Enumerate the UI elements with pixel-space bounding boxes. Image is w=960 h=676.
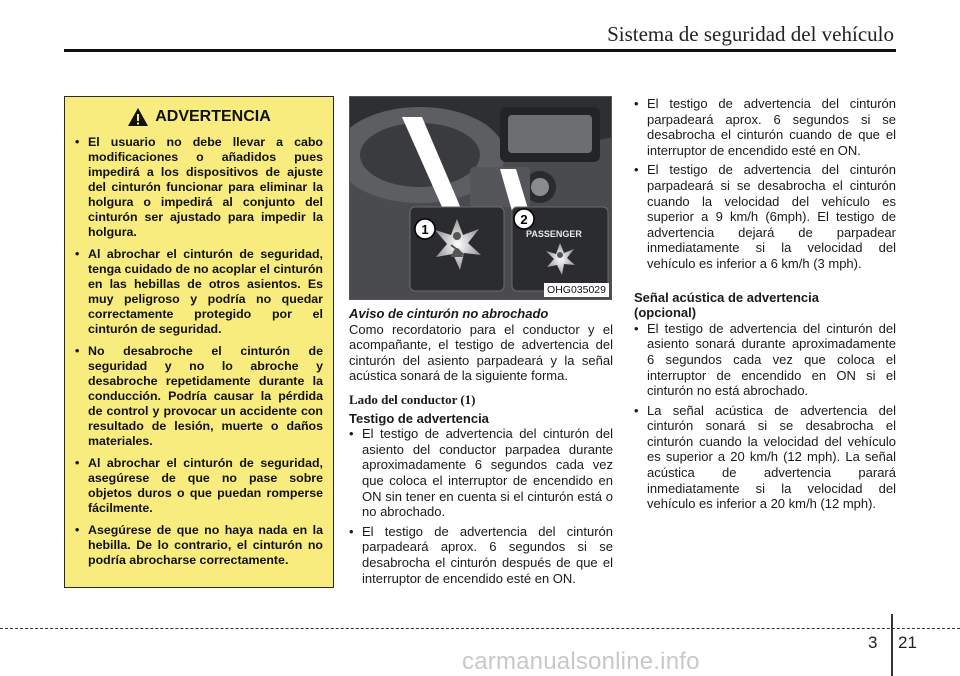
list-item: • El testigo de advertencia del cinturón parpadeará aprox. 6 segundos si se desabrocha el cinturón después de que el interruptor de encendido esté en ON. [349, 524, 613, 586]
driver-side-heading: Lado del conductor (1) [349, 391, 476, 407]
sound-heading-optional: (opcional) [634, 305, 697, 321]
intro-paragraph: Como recordatorio para el conductor y el acompañante, el testigo de advertencia del cinturón del asiento parpadeará y la señal acústica sonará de la siguiente forma. [349, 321, 613, 384]
column-middle [349, 306, 613, 590]
warning-item: • No desabroche el cinturón de seguridad y no lo abroche y desabroche repetidamente durante la conducción. Podría causar la pérdida de control y provocar un accidente con resultado de lesión, muerte o daños materiales. [75, 344, 323, 449]
warning-title [75, 107, 323, 127]
sound-list [634, 321, 896, 512]
indicator-list-continued [634, 96, 896, 272]
column-right [634, 96, 896, 516]
indicator-heading: Testigo de advertencia [349, 410, 489, 426]
footer-rule [0, 628, 960, 629]
warning-box [64, 96, 334, 588]
spacer [634, 276, 896, 290]
seatbelt-indicator-photo [349, 96, 612, 300]
warning-item: • El usuario no debe llevar a cabo modificaciones o añadidos pues impedirá a los dispositivos de ajuste del cinturón funcionar para eliminar la holgura o impedirá al conjunto del cinturón ser ajustado para impedir la holgura. [75, 135, 323, 240]
header-rule [64, 49, 896, 52]
warning-triangle-icon [127, 107, 149, 127]
passenger-label: PASSENGER [526, 229, 582, 239]
list-item: • El testigo de advertencia del cinturón del asiento del conductor parpadea durante aproximadamente 6 segundos cada vez que coloca el interruptor de encendido en ON sin tener en cuenta si el cinturón está o no abrochado. [349, 426, 613, 520]
page-number: 21 [898, 633, 917, 652]
list-item: • El testigo de advertencia del cinturón del asiento sonará durante aproximadamente 6 segundos cada vez que coloca el interruptor de encendido en ON si el cinturón no está abrochado. [634, 321, 896, 399]
list-item: • El testigo de advertencia del cinturón parpadeará aprox. 6 segundos si se desabrocha el cinturón cuando de que el interruptor de encendido esté en ON. [634, 96, 896, 158]
chapter-number: 3 [868, 633, 878, 652]
page-number-divider [891, 614, 893, 676]
list-item: • El testigo de advertencia del cinturón parpadeará si se desabrocha el cinturón cuando la velocidad del vehículo es superior a 9 km/h (6mph). El testigo de advertencia dejará de parpadear inmediatamente si la velocidad del vehículo es inferior a 6 km/h (3 mph). [634, 162, 896, 271]
watermark: carmanualsonline.info [462, 648, 700, 675]
warning-title-text: ADVERTENCIA [155, 108, 271, 125]
page-header-title: Sistema de seguridad del vehículo [607, 22, 894, 46]
dashboard-illustration [350, 97, 612, 300]
figure-caption: Aviso de cinturón no abrochado [349, 306, 549, 321]
warning-item: • Asegúrese de que no haya nada en la hebilla. De lo contrario, el cinturón no podría abrocharse correctamente. [75, 523, 323, 568]
warning-item: • Al abrochar el cinturón de seguridad, tenga cuidado de no acoplar el cinturón en las hebillas de otros asientos. Es muy peligroso y podría no quedar correctamente protegido por el cinturón de seguridad. [75, 247, 323, 337]
figure-code: OHG035029 [544, 283, 609, 297]
list-item: • La señal acústica de advertencia del cinturón sonará si se desabrocha el cinturón cuando la velocidad del vehículo es superior a 20 km/h (12 mph). La señal acústica de advertencia parará inmediatamente si la velocidad del vehículo es inferior a 20 km/h (12 mph). [634, 403, 896, 512]
callout-1-label: 1 [421, 222, 429, 237]
callout-2-label: 2 [520, 212, 528, 227]
sound-heading: Señal acústica de advertencia [634, 289, 819, 305]
warning-list [75, 135, 323, 568]
indicator-list [349, 426, 613, 586]
warning-item: • Al abrochar el cinturón de seguridad, asegúrese de que no pase sobre objetos duros o que puedan romperse fácilmente. [75, 456, 323, 516]
